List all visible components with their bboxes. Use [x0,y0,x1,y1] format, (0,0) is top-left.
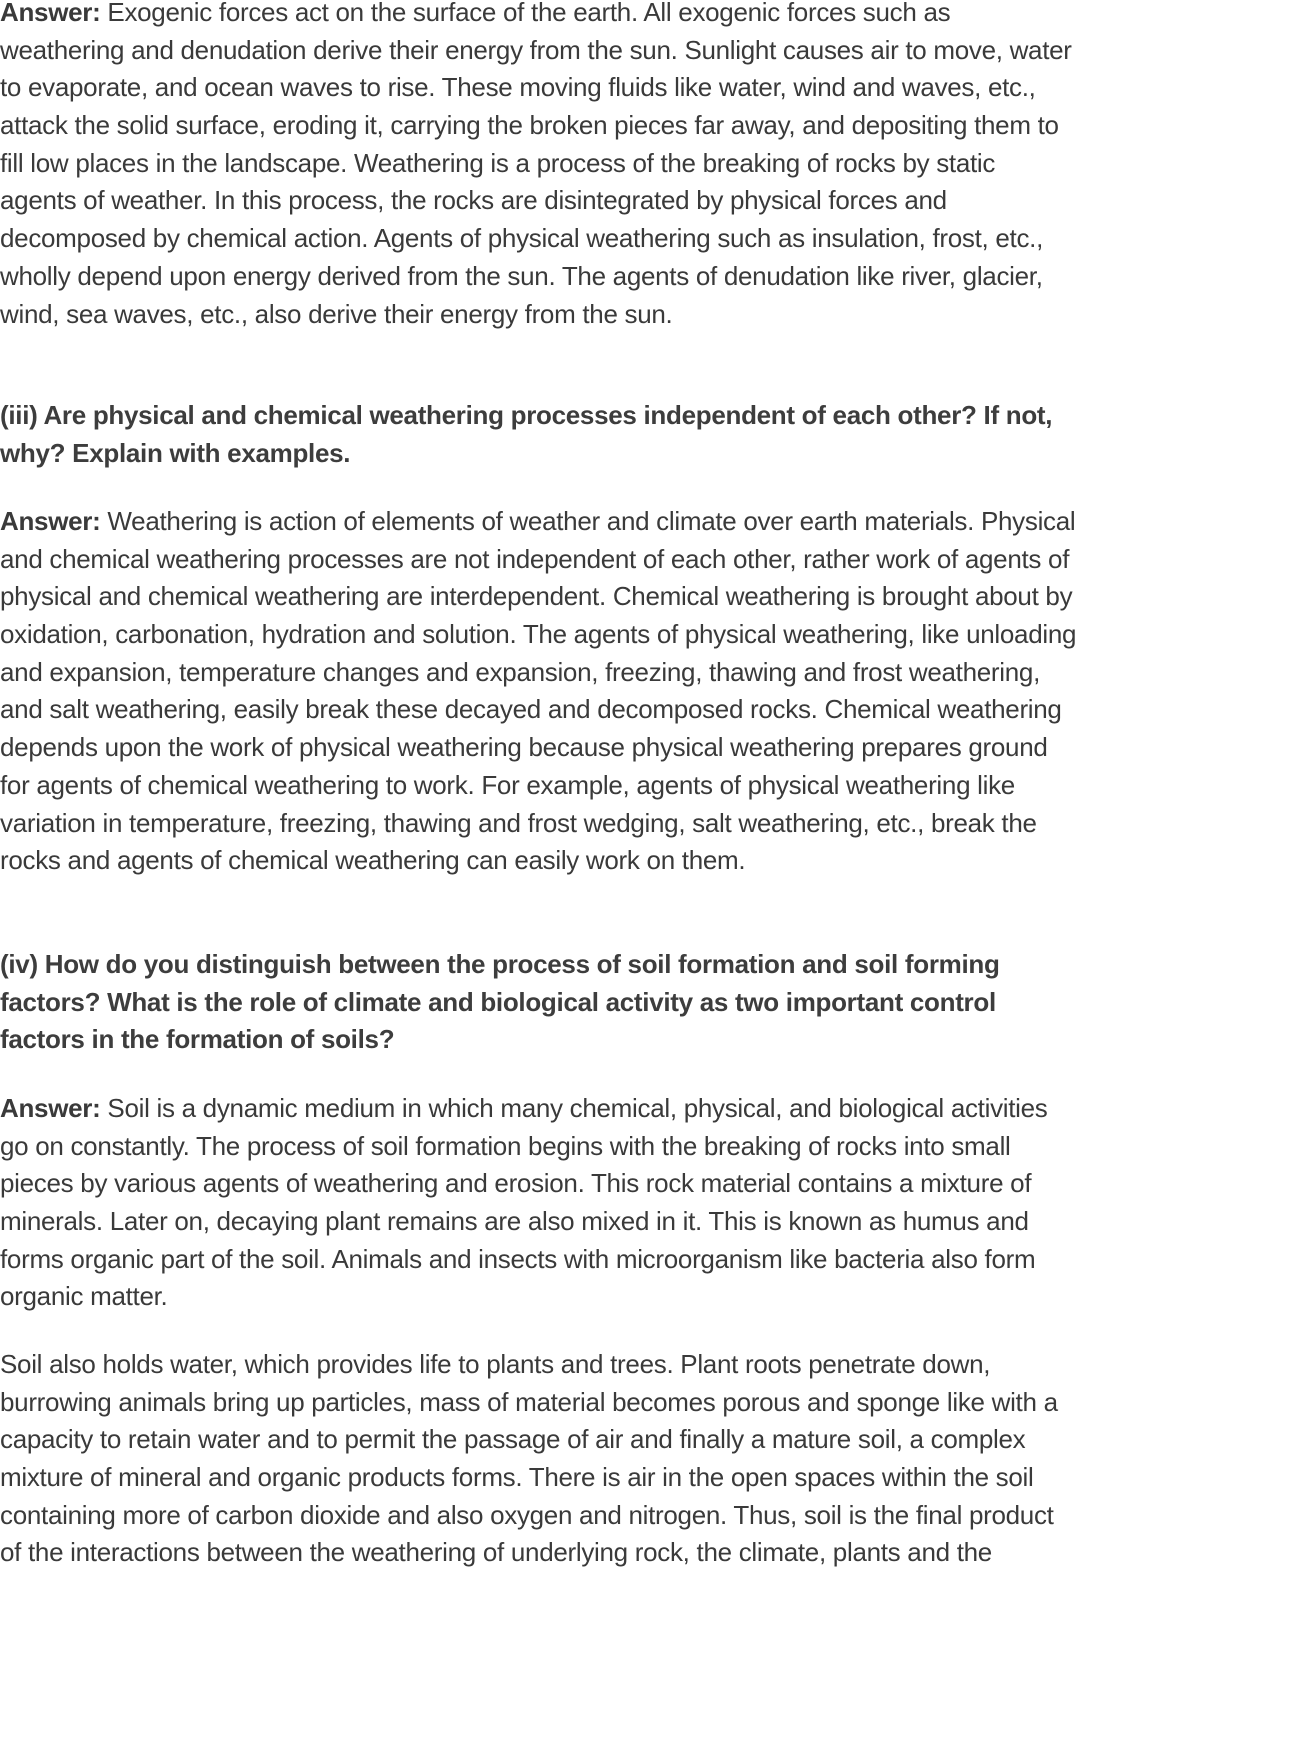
answer-line: variation in temperature, freezing, thawing and frost wedging, salt weathering, etc., break the [0,807,1037,838]
answer-line [0,1090,1048,1128]
answer-iii [0,503,1076,880]
answer-line: go on constantly. The process of soil formation begins with the breaking of rocks into small [0,1130,1011,1161]
question-iv [0,946,1000,1059]
answer-line: forms organic part of the soil. Animals and insects with microorganism like bacteria also form [0,1243,1036,1274]
answer-line: to evaporate, and ocean waves to rise. These moving fluids like water, wind and waves, etc., [0,72,1036,103]
question-line: (iii) Are physical and chemical weathering processes independent of each other? If not, [0,400,1053,430]
answer-line: and salt weathering, easily break these decayed and decomposed rocks. Chemical weathering [0,694,1062,725]
answer-line [0,0,1072,32]
answer-line: minerals. Later on, decaying plant remains are also mixed in it. This is known as humus and [0,1206,1029,1237]
answer-line: oxidation, carbonation, hydration and solution. The agents of physical weathering, like unloading [0,619,1077,650]
answer-line: of the interactions between the weathering of underlying rock, the climate, plants and the [0,1537,992,1568]
answer-line: burrowing animals bring up particles, mass of material becomes porous and sponge like with a [0,1386,1058,1417]
answer-iv-paragraph-2 [0,1346,1058,1572]
question-iii [0,397,1052,472]
answer-iv [0,1090,1048,1316]
answer-line: attack the solid surface, eroding it, carrying the broken pieces far away, and depositing them to [0,110,1059,141]
answer-label: Answer: [0,1093,101,1123]
answer-line: fill low places in the landscape. Weathering is a process of the breaking of rocks by static [0,147,996,178]
answer-line: pieces by various agents of weathering and erosion. This rock material contains a mixture of [0,1168,1032,1199]
answer-text: Soil is a dynamic medium in which many chemical, physical, and biological activities [100,1093,1048,1123]
answer-line: wind, sea waves, etc., also derive their energy from the sun. [0,298,673,329]
question-line: (iv) How do you distinguish between the process of soil formation and soil forming [0,949,1000,979]
answer-line [0,503,1076,541]
answer-line: mixture of mineral and organic products forms. There is air in the open spaces within the soil [0,1462,1034,1493]
answer-label: Answer: [0,506,101,536]
answer-line: organic matter. [0,1281,168,1312]
answer-line: containing more of carbon dioxide and also oxygen and nitrogen. Thus, soil is the final product [0,1499,1054,1530]
answer-line: and expansion, temperature changes and expansion, freezing, thawing and frost weathering, [0,656,1040,687]
question-line: factors? What is the role of climate and biological activity as two important control [0,986,996,1017]
answer-line: agents of weather. In this process, the rocks are disintegrated by physical forces and [0,185,947,216]
answer-line: depends upon the work of physical weathering because physical weathering prepares ground [0,732,1048,763]
answer-line: decomposed by chemical action. Agents of physical weathering such as insulation, frost, etc., [0,223,1044,254]
answer-line: and chemical weathering processes are not independent of each other, rather work of agents of [0,543,1070,574]
answer-line: rocks and agents of chemical weathering can easily work on them. [0,845,746,876]
answer-line: physical and chemical weathering are interdependent. Chemical weathering is brought about by [0,581,1073,612]
answer-ii [0,0,1072,333]
answer-line: capacity to retain water and to permit the passage of air and finally a mature soil, a complex [0,1424,1026,1455]
answer-line: weathering and denudation derive their energy from the sun. Sunlight causes air to move, water [0,34,1072,65]
question-line: why? Explain with examples. [0,437,351,468]
answer-line: for agents of chemical weathering to work. For example, agents of physical weathering like [0,769,1015,800]
answer-line: Soil also holds water, which provides life to plants and trees. Plant roots penetrate down, [0,1349,991,1379]
answer-text: Weathering is action of elements of weather and climate over earth materials. Physical [100,506,1076,536]
answer-label: Answer: [0,0,101,27]
question-line: factors in the formation of soils? [0,1024,395,1055]
answer-line: wholly depend upon energy derived from the sun. The agents of denudation like river, glacier, [0,260,1043,291]
answer-text: Exogenic forces act on the surface of the earth. All exogenic forces such as [100,0,951,27]
